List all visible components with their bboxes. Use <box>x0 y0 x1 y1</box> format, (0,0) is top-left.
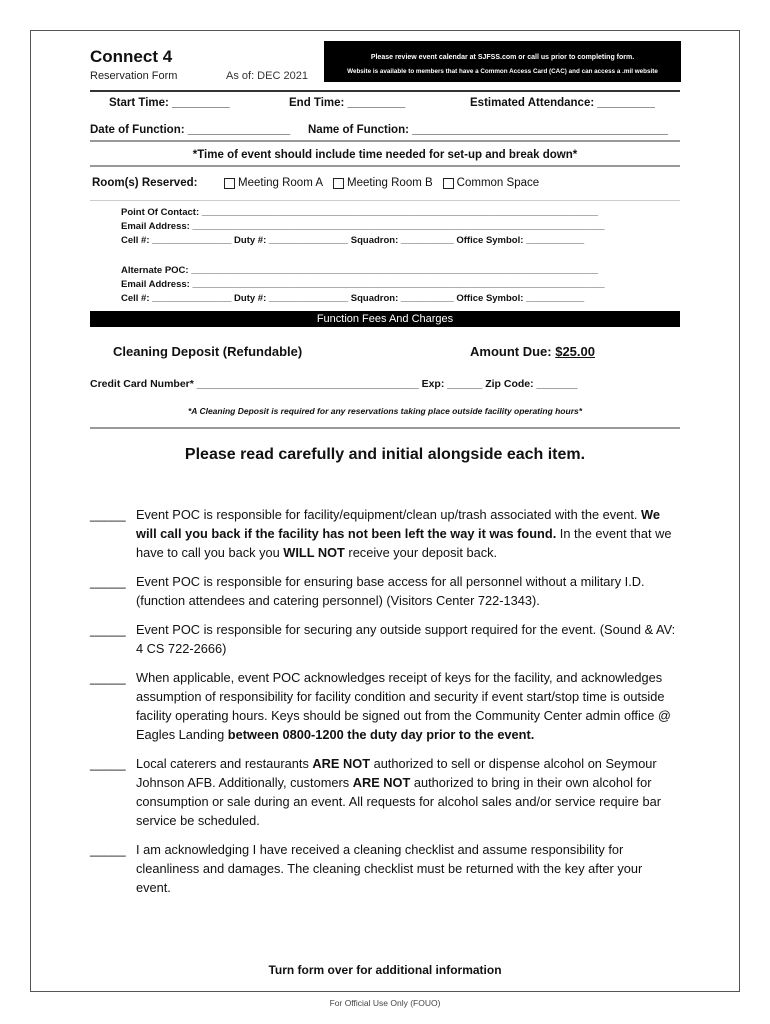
fees-section-bar: Function Fees And Charges <box>90 311 680 327</box>
form-title: Connect 4 <box>90 47 173 66</box>
fouo-marking: For Official Use Only (FOUO) <box>329 998 441 1008</box>
checkbox[interactable] <box>333 178 344 189</box>
initial-blank[interactable]: _____ <box>90 670 126 685</box>
start-time-field[interactable]: Start Time: _________ <box>109 97 230 109</box>
divider <box>90 427 680 429</box>
cleaning-deposit-label: Cleaning Deposit (Refundable) <box>113 344 303 359</box>
initial-blank[interactable]: _____ <box>90 842 126 857</box>
poc-contact-field[interactable]: Point Of Contact: ___________________________________________________________________________ <box>121 207 598 218</box>
notice-line-2: Website is available to members that have a Common Access Card (CAC) and can access a .mil website <box>347 68 658 75</box>
form-subtitle: Reservation Form <box>90 70 178 82</box>
instruction-list <box>90 505 680 907</box>
amount-due-value: $25.00 <box>555 344 595 359</box>
as-of-date: As of: DEC 2021 <box>226 70 308 82</box>
divider <box>90 200 680 201</box>
estimated-attendance-field[interactable]: Estimated Attendance: _________ <box>470 97 655 109</box>
room-option-meeting-room-b[interactable] <box>333 177 433 189</box>
item-text: When applicable, event POC acknowledges receipt of keys for the facility, and acknowledges assumption of responsibility for facility condition and security if event start/stop time is outside facility operating hours. Keys should be signed out from the Community Center admin office @ Eagles Landing between 0800-1200 the duty day prior to the event. <box>136 670 671 742</box>
item-text: Event POC is responsible for ensuring base access for all personnel without a military I.D. (function attendees and catering personnel) (Visitors Center 722-1343). <box>136 574 645 608</box>
rooms-label: Room(s) Reserved: <box>92 177 198 189</box>
room-option-common-space[interactable] <box>443 177 539 189</box>
initial-blank[interactable]: _____ <box>90 622 126 637</box>
divider <box>90 140 680 142</box>
deposit-note: *A Cleaning Deposit is required for any reservations taking place outside facility operating hours* <box>187 406 583 416</box>
name-of-function-field[interactable]: Name of Function: ________________________________________ <box>308 124 668 136</box>
item-text: Event POC is responsible for securing any outside support required for the event. (Sound & AV: 4 CS 722-2666) <box>136 622 676 656</box>
list-item <box>90 505 680 562</box>
item-text: I am acknowledging I have received a cleaning checklist and assume responsibility for cleanliness and damages. The cleaning checklist must be returned with the key after your event. <box>136 842 643 895</box>
room-label: Meeting Room A <box>238 177 324 189</box>
list-item <box>90 572 680 610</box>
amount-due-label: Amount Due: <box>470 344 556 359</box>
room-label: Common Space <box>456 177 540 189</box>
turn-over-note: Turn form over for additional information <box>268 963 502 977</box>
list-item <box>90 840 680 897</box>
notice-line-1: Please review event calendar at SJFSS.com or call us prior to completing form. <box>370 54 635 61</box>
notice-box <box>324 41 681 82</box>
poc-email-field[interactable]: Email Address: ______________________________________________________________________________ <box>121 221 605 232</box>
initial-blank[interactable]: _____ <box>90 756 126 771</box>
divider <box>90 165 680 167</box>
rooms-options <box>224 177 549 189</box>
divider <box>90 90 680 92</box>
room-option-meeting-room-a[interactable] <box>224 177 323 189</box>
checkbox[interactable] <box>224 178 235 189</box>
end-time-field[interactable]: End Time: _________ <box>289 97 406 109</box>
credit-card-field[interactable]: Credit Card Number* ______________________________________ Exp: ______ Zip Code: _______ <box>90 378 578 390</box>
checkbox[interactable] <box>443 178 454 189</box>
item-text: Event POC is responsible for facility/equipment/clean up/trash associated with the event. We will call you back if the facility has not been left the way it was found. In the event that we have to call you back you WILL NOT receive your deposit back. <box>136 507 672 560</box>
room-label: Meeting Room B <box>347 177 433 189</box>
initial-blank[interactable]: _____ <box>90 507 126 522</box>
alt-poc-contact-field[interactable]: Alternate POC: _____________________________________________________________________________ <box>121 265 599 276</box>
item-text: Local caterers and restaurants ARE NOT authorized to sell or dispense alcohol on Seymour Johnson AFB. Additionally, customers ARE NOT authorized to bring in their own alcohol for consumption or sale during an event. All requests for alcohol sales and/or service require bar service be scheduled. <box>136 756 661 828</box>
instructions-heading: Please read carefully and initial alongside each item. <box>184 446 586 463</box>
time-note: *Time of event should include time needed for set-up and break down* <box>192 149 578 161</box>
date-of-function-field[interactable]: Date of Function: ________________ <box>90 124 291 136</box>
list-item <box>90 620 680 658</box>
list-item <box>90 668 680 744</box>
amount-due <box>470 344 595 359</box>
initial-blank[interactable]: _____ <box>90 574 126 589</box>
poc-cell-field[interactable]: Cell #: _______________ Duty #: _______________ Squadron: __________ Office Symbol: ___________ <box>121 235 585 246</box>
list-item <box>90 754 680 830</box>
alt-poc-email-field[interactable]: Email Address: ______________________________________________________________________________ <box>121 279 605 290</box>
alt-poc-cell-field[interactable]: Cell #: _______________ Duty #: _______________ Squadron: __________ Office Symbol: ___________ <box>121 293 585 304</box>
